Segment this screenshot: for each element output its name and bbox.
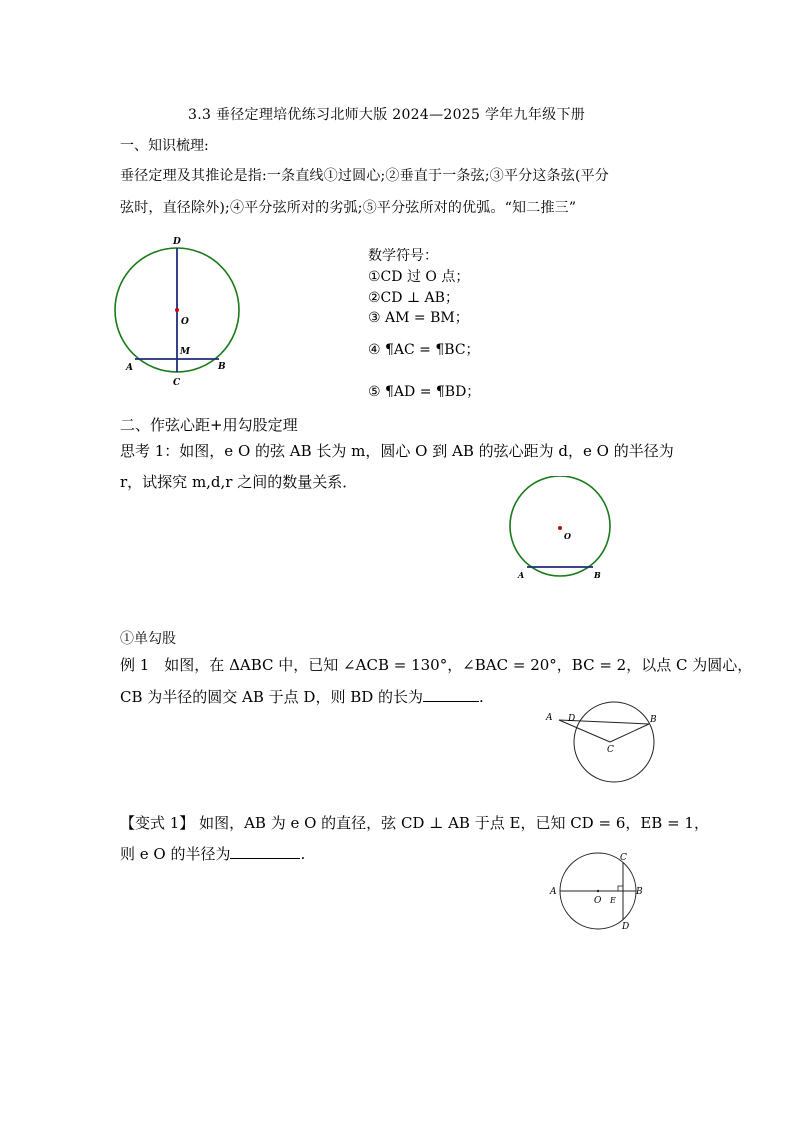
label-c: C bbox=[173, 378, 181, 388]
example-1-line-1: 例 1 如图，在 ΔABC 中，已知 ∠ACB = 130°，∠BAC = 20°，BC = 2，以点 C 为圆心， bbox=[120, 656, 753, 674]
segment-ac bbox=[559, 720, 610, 742]
segment-cb bbox=[610, 724, 649, 742]
example-1-line-2 bbox=[120, 686, 484, 707]
right-angle-mark bbox=[618, 886, 623, 891]
variant-1-line-2 bbox=[120, 843, 305, 864]
label-o2: O bbox=[564, 531, 571, 541]
part-1-label: ①单勾股 bbox=[120, 631, 176, 647]
figure-perpendicular-diameter bbox=[108, 232, 248, 392]
label-b: B bbox=[218, 362, 226, 372]
figure-triangle-circle bbox=[538, 700, 668, 785]
example-1-end: . bbox=[479, 688, 484, 706]
example-1-text: CB 为半径的圆交 AB 于点 D，则 BD 的长为 bbox=[120, 688, 424, 706]
center-point-o4 bbox=[597, 890, 599, 892]
variant-1-line-1: 【变式 1】 如图，AB 为 e O 的直径，弦 CD ⊥ AB 于点 E，已知 CD = 6，EB = 1， bbox=[120, 814, 709, 832]
section-1-heading: 一、知识梳理: bbox=[120, 138, 209, 154]
label-a3: A bbox=[546, 713, 553, 723]
theorem-line-1: 垂径定理及其推论是指:一条直线①过圆心;②垂直于一条弦;③平分这条弦(平分 bbox=[120, 168, 610, 184]
figure-chord-distance bbox=[500, 476, 620, 586]
center-point-o2 bbox=[558, 526, 562, 530]
label-c4: C bbox=[620, 853, 627, 863]
center-point-o bbox=[175, 308, 179, 312]
label-a2: A bbox=[518, 570, 525, 580]
circle-c bbox=[574, 702, 654, 782]
label-a: A bbox=[126, 363, 133, 373]
variant-1-text: 则 e O 的半径为 bbox=[120, 845, 231, 863]
theorem-line-2: 弦时，直径除外);④平分弦所对的劣弧;⑤平分弦所对的优弧。“知二推三” bbox=[120, 200, 577, 216]
label-b4: B bbox=[636, 887, 643, 897]
label-c3: C bbox=[607, 745, 614, 755]
section-2-heading: 二、作弦心距+用勾股定理 bbox=[120, 416, 298, 434]
label-a4: A bbox=[550, 887, 557, 897]
label-b3: B bbox=[650, 715, 657, 725]
answer-blank-1[interactable] bbox=[423, 687, 479, 702]
label-m: M bbox=[180, 347, 190, 357]
label-d4: D bbox=[622, 922, 630, 932]
label-o: O bbox=[181, 317, 189, 327]
label-d3: D bbox=[568, 714, 576, 724]
answer-blank-2[interactable] bbox=[230, 844, 300, 859]
figure-diameter-chord bbox=[546, 848, 656, 934]
symbol-2: ②CD ⊥ AB； bbox=[368, 290, 459, 306]
think-1-line-2: r，试探究 m,d,r 之间的数量关系． bbox=[120, 473, 358, 491]
symbols-heading: 数学符号： bbox=[368, 248, 438, 264]
symbol-1: ①CD 过 O 点； bbox=[368, 269, 470, 285]
label-e4: E bbox=[610, 896, 616, 905]
symbol-4: ④ ¶AC = ¶BC； bbox=[368, 342, 480, 358]
label-o4: O bbox=[594, 896, 602, 906]
label-b2: B bbox=[594, 570, 601, 580]
symbol-3: ③ AM = BM； bbox=[368, 310, 469, 326]
think-1-line-1: 思考 1：如图，e O 的弦 AB 长为 m，圆心 O 到 AB 的弦心距为 d，e O 的半径为 bbox=[120, 442, 674, 460]
label-d: D bbox=[173, 237, 181, 247]
variant-1-end: . bbox=[300, 845, 306, 863]
symbol-5: ⑤ ¶AD = ¶BD； bbox=[368, 384, 481, 400]
document-title: 3.3 垂径定理培优练习北师大版 2024—2025 学年九年级下册 bbox=[188, 107, 586, 123]
